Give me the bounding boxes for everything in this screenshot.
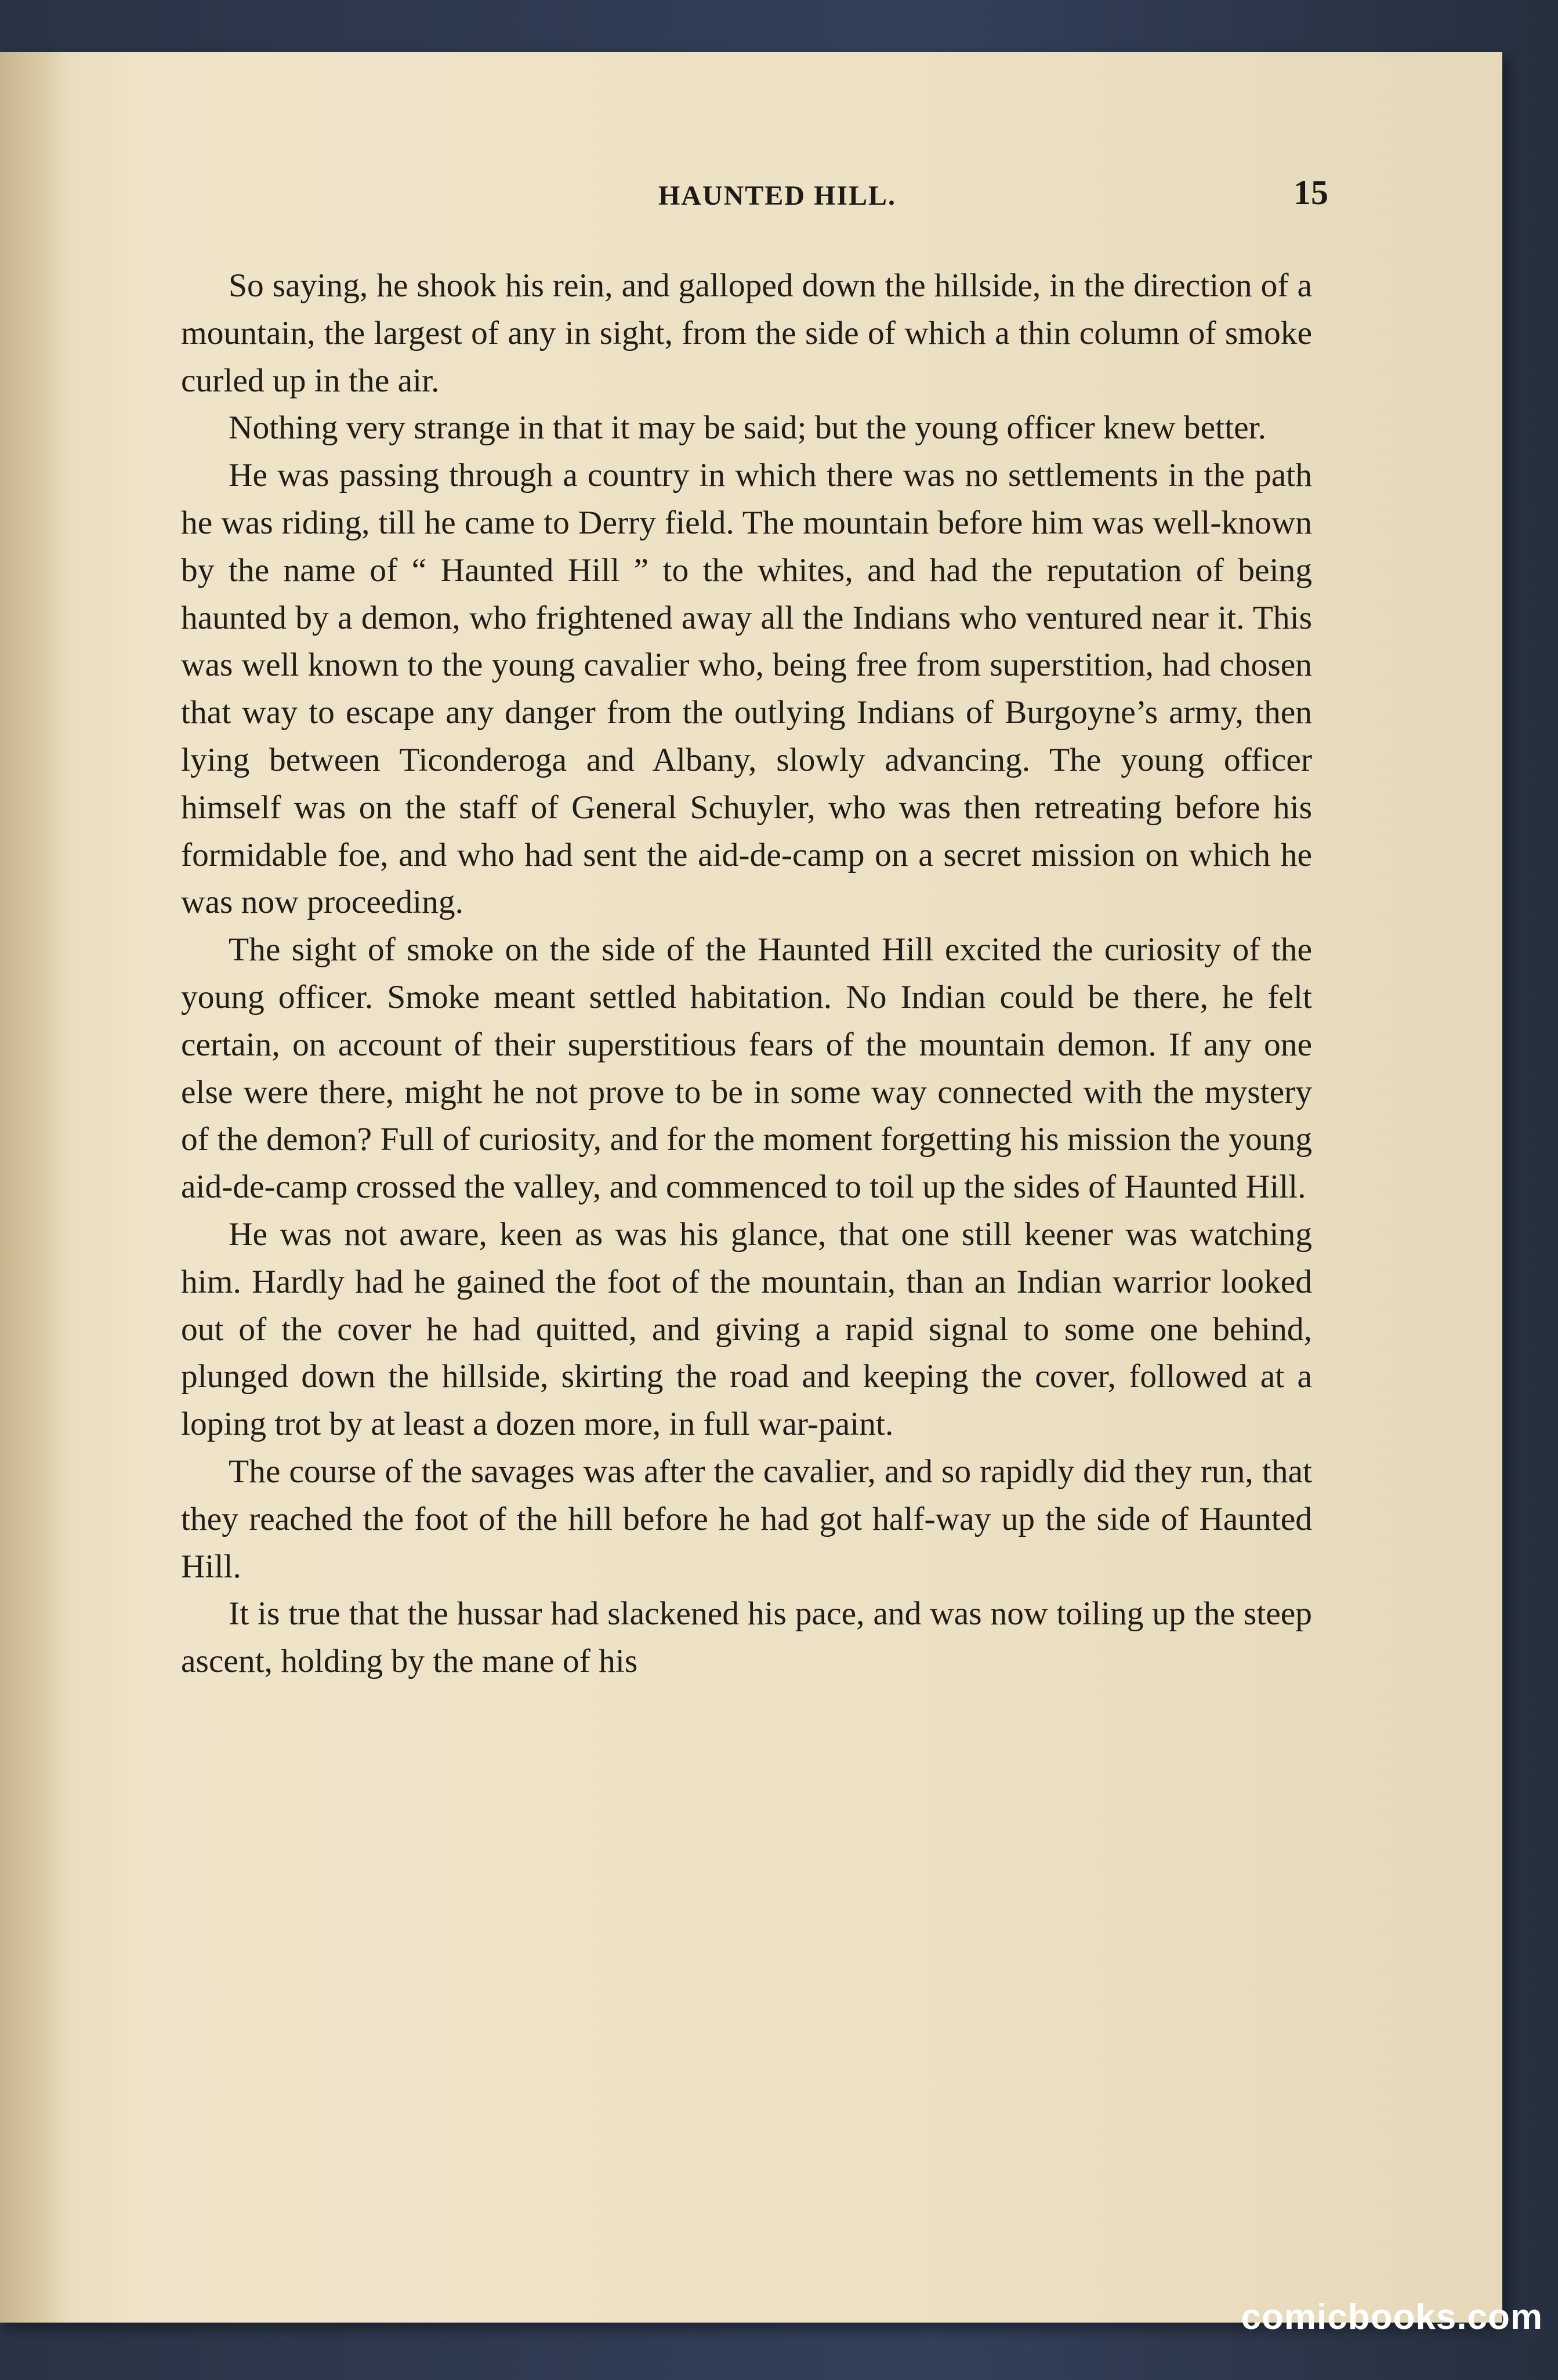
paragraph: So saying, he shook his rein, and galloped down the hillside, in the direction of a mountain, the largest of any in sight, from the side of which a thin column of smoke curled up in the air.	[181, 267, 1312, 399]
paragraph: He was not aware, keen as was his glance, that one still keener was watching him. Hardly had he gained the foot of the mountain, than an Indian warrior looked out of the cover he had quitted, and giving a rapid signal to some one behind, plunged down the hillside, skirting the road and keeping the cover, followed at a loping trot by at least a dozen more, in full war-paint.	[181, 1216, 1312, 1443]
paragraph: Nothing very strange in that it may be said; but the young officer knew better.	[229, 409, 1266, 447]
running-title: HAUNTED HILL.	[658, 180, 897, 211]
page-gutter	[0, 52, 70, 2323]
page-number: 15	[1293, 173, 1328, 212]
paragraph: The course of the savages was after the cavalier, and so rapidly did they run, that they reached the foot of the hill before he had got half-way up the side of Haunted Hill.	[181, 1453, 1312, 1585]
paragraph: He was passing through a country in which there was no settlements in the path he was riding, till he came to Derry field. The mountain before him was well-known by the name of “ Haunted Hill ” to the whites, and had the reputation of being haunted by a demon, who frightened away all the Indians who ventured near it. This was well known to the young cavalier who, being free from superstition, had chosen that way to escape any danger from the outlying Indians of Burgoyne’s army, then lying between Ticonderoga and Albany, slowly advancing. The young officer himself was on the staff of General Schuyler, who was then retreating before his formidable foe, and who had sent the aid-de-camp on a secret mission on which he was now proceeding.	[181, 457, 1312, 921]
paragraph: The sight of smoke on the side of the Haunted Hill excited the curiosity of the young officer. Smoke meant settled habitation. No Indian could be there, he felt certain, on account of their superstitious fears of the mountain demon. If any one else were there, might he not prove to be in some way connected with the mystery of the demon? Full of curiosity, and for the moment forgetting his mission the young aid-de-camp crossed the valley, and commenced to toil up the sides of Haunted Hill.	[181, 931, 1312, 1206]
paragraph: It is true that the hussar had slackened his pace, and was now toiling up the steep ascent, holding by the mane of his	[181, 1595, 1312, 1680]
body-text	[181, 262, 1312, 1685]
site-watermark: comicbooks.com	[1241, 2297, 1543, 2337]
